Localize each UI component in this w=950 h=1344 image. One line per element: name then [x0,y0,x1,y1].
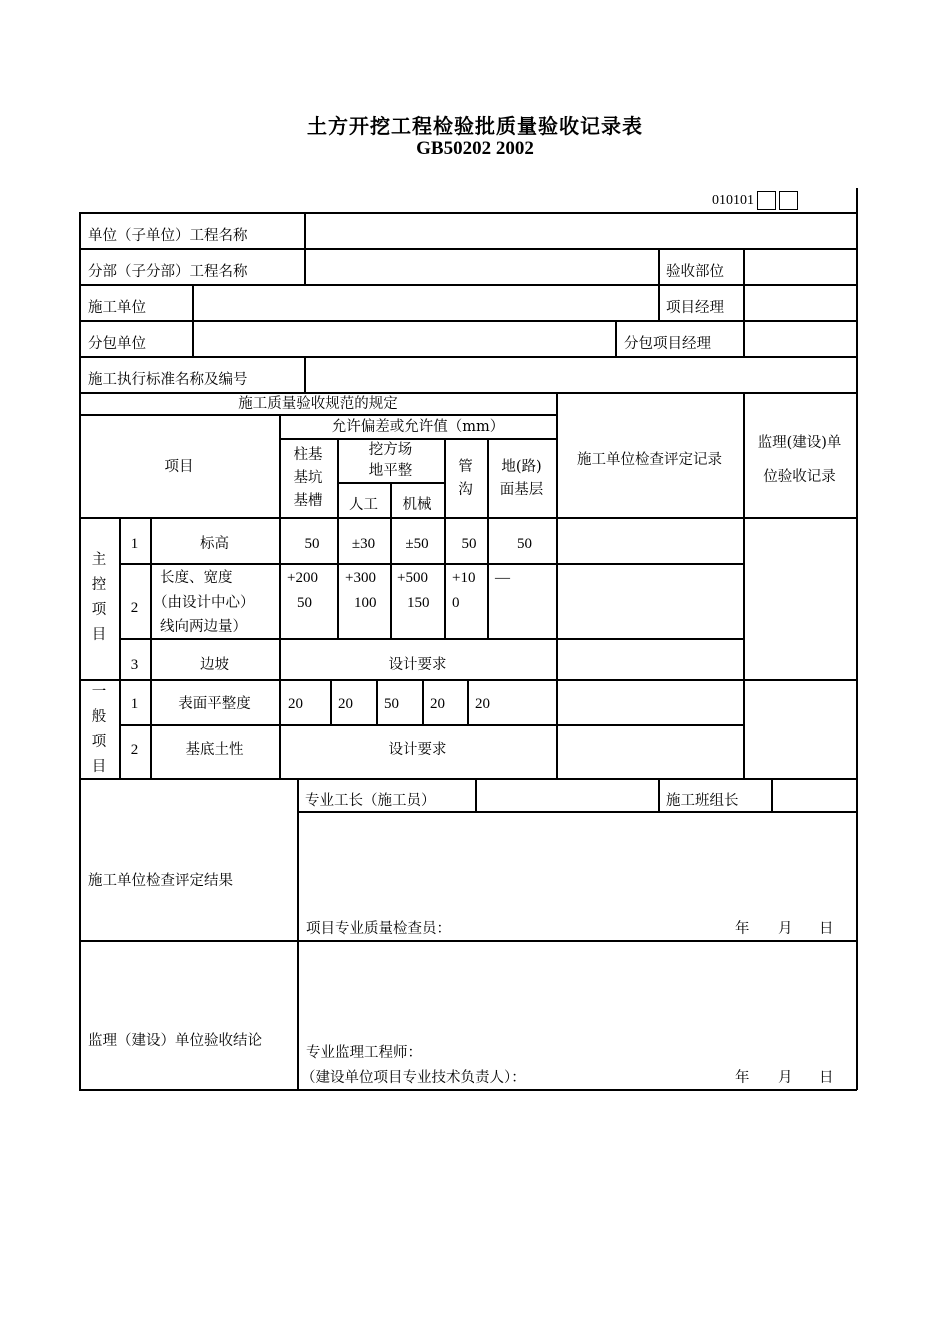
spec-heading: 施工质量验收规范的规定 [238,396,398,412]
cell-value: 20 [338,696,353,712]
rule [615,320,617,356]
rule [658,248,660,320]
cell-value: — [495,570,510,586]
sub-project-field[interactable] [306,250,656,283]
col-machine: 机械 [402,497,432,513]
main-control-group-label: 主 控 项 目 [91,552,107,643]
day-label: 日 [819,921,834,937]
rule [856,212,858,1090]
rule [422,679,424,724]
form-code-text: 010101 [712,192,754,208]
row-name: 基底土性 [185,742,244,758]
cell-value: 50 [304,536,320,552]
col-trench-l1: 管 [458,459,473,475]
subcontract-unit-label: 分包单位 [88,336,146,352]
standard-label: 施工执行标准名称及编号 [88,372,248,388]
cell-value: +500 [397,570,428,586]
row-no: 1 [130,536,139,552]
merged-value: 设计要求 [388,742,447,758]
col-check-record: 施工单位检查评定记录 [577,452,722,468]
supervision-conclusion-label: 监理（建设）单位验收结论 [88,1033,262,1049]
project-manager-label: 项目经理 [666,300,724,316]
month-label: 月 [778,921,793,937]
year-label: 年 [735,1070,750,1086]
rule [119,563,743,565]
day-label: 日 [819,1070,834,1086]
supervision-conclusion-field[interactable] [299,942,855,1038]
cell-value: 50 [517,536,532,552]
subcontract-manager-field[interactable] [745,322,855,355]
row-no: 2 [130,742,139,758]
cell-value: +300 [345,570,376,586]
row-name: 边坡 [200,657,229,673]
col-road-l2: 面基层 [499,482,544,498]
engineer-label: 专业监理工程师： [306,1045,422,1061]
form-title: 土方开挖工程检验批质量验收记录表 [307,114,643,138]
cell-value: +10 [452,570,476,586]
rule [658,778,660,811]
rule [79,212,81,1090]
cell-value: 20 [288,696,303,712]
cell-value: 50 [384,696,399,712]
col-road-l1: 地(路) [501,459,542,475]
inspector-label: 项目专业质量检查员： [306,921,451,937]
cell-value: 20 [475,696,490,712]
cell-value: 100 [354,595,377,611]
col-pit-l1: 柱基 [293,447,323,463]
owner-rep-label: （建设单位项目专业技术负责人）： [301,1070,526,1086]
foreman-label: 专业工长（施工员） [305,793,436,809]
cell-value: 50 [461,536,477,552]
cell-value: ±30 [351,536,376,552]
team-leader-field[interactable] [773,780,855,810]
rule [79,517,857,519]
rule [119,724,743,726]
col-site-l2: 地平整 [368,463,413,479]
row-no: 1 [130,696,139,712]
row-name: 标高 [200,536,229,552]
row-name-line: 线向两边量） [160,619,247,635]
rule [79,778,857,780]
row-no: 3 [130,657,139,673]
allowance-heading: 允许偏差或允许值（mm） [331,419,505,435]
cell-value: 50 [297,595,312,611]
row-no: 2 [130,600,139,616]
form-code-box-1[interactable] [757,191,776,210]
standard-field[interactable] [306,358,854,391]
acceptance-part-label: 验收部位 [666,264,724,280]
general-group-label: 一 般 项 目 [91,684,107,775]
rule [330,679,332,724]
unit-project-field[interactable] [306,214,854,247]
project-manager-field[interactable] [745,286,855,319]
rule [467,679,469,724]
item-header: 项目 [164,459,194,475]
col-site-l1: 挖方场 [368,442,413,458]
team-leader-label: 施工班组长 [666,793,739,809]
col-trench-l2: 沟 [458,482,473,498]
col-supervision-l2: 位验收记录 [763,469,836,485]
acceptance-part-field[interactable] [745,250,855,283]
cell-value: +200 [287,570,318,586]
col-pit-l2: 基坑 [293,470,323,486]
merged-value: 设计要求 [388,657,447,673]
month-label: 月 [778,1070,793,1086]
row-name-line: 长度、宽度 [160,570,233,586]
cell-value: 0 [452,595,460,611]
foreman-field[interactable] [477,780,657,810]
subcontract-manager-label: 分包项目经理 [624,336,711,352]
cell-value: 150 [407,595,430,611]
form-code [712,190,798,211]
construction-result-field[interactable] [299,813,855,913]
subcontract-unit-field[interactable] [194,322,613,355]
sub-project-label: 分部（子分部）工程名称 [88,264,248,280]
row-name-line: （由设计中心） [153,595,255,611]
cell-value: ±50 [405,536,429,552]
construction-unit-field[interactable] [194,286,656,319]
col-manual: 人工 [349,497,378,513]
unit-project-label: 单位（子单位）工程名称 [88,228,248,244]
construction-unit-label: 施工单位 [88,300,146,316]
col-pit-l3: 基槽 [293,493,323,509]
rule [376,679,378,724]
top-right-rule [856,188,858,213]
construction-result-label: 施工单位检查评定结果 [88,873,233,889]
form-code-box-2[interactable] [779,191,798,210]
cell-value: 20 [430,696,445,712]
row-name: 表面平整度 [178,696,251,712]
standard-code: GB50202 2002 [416,138,534,159]
col-supervision-l1: 监理(建设)单 [757,435,842,451]
year-label: 年 [735,921,750,937]
